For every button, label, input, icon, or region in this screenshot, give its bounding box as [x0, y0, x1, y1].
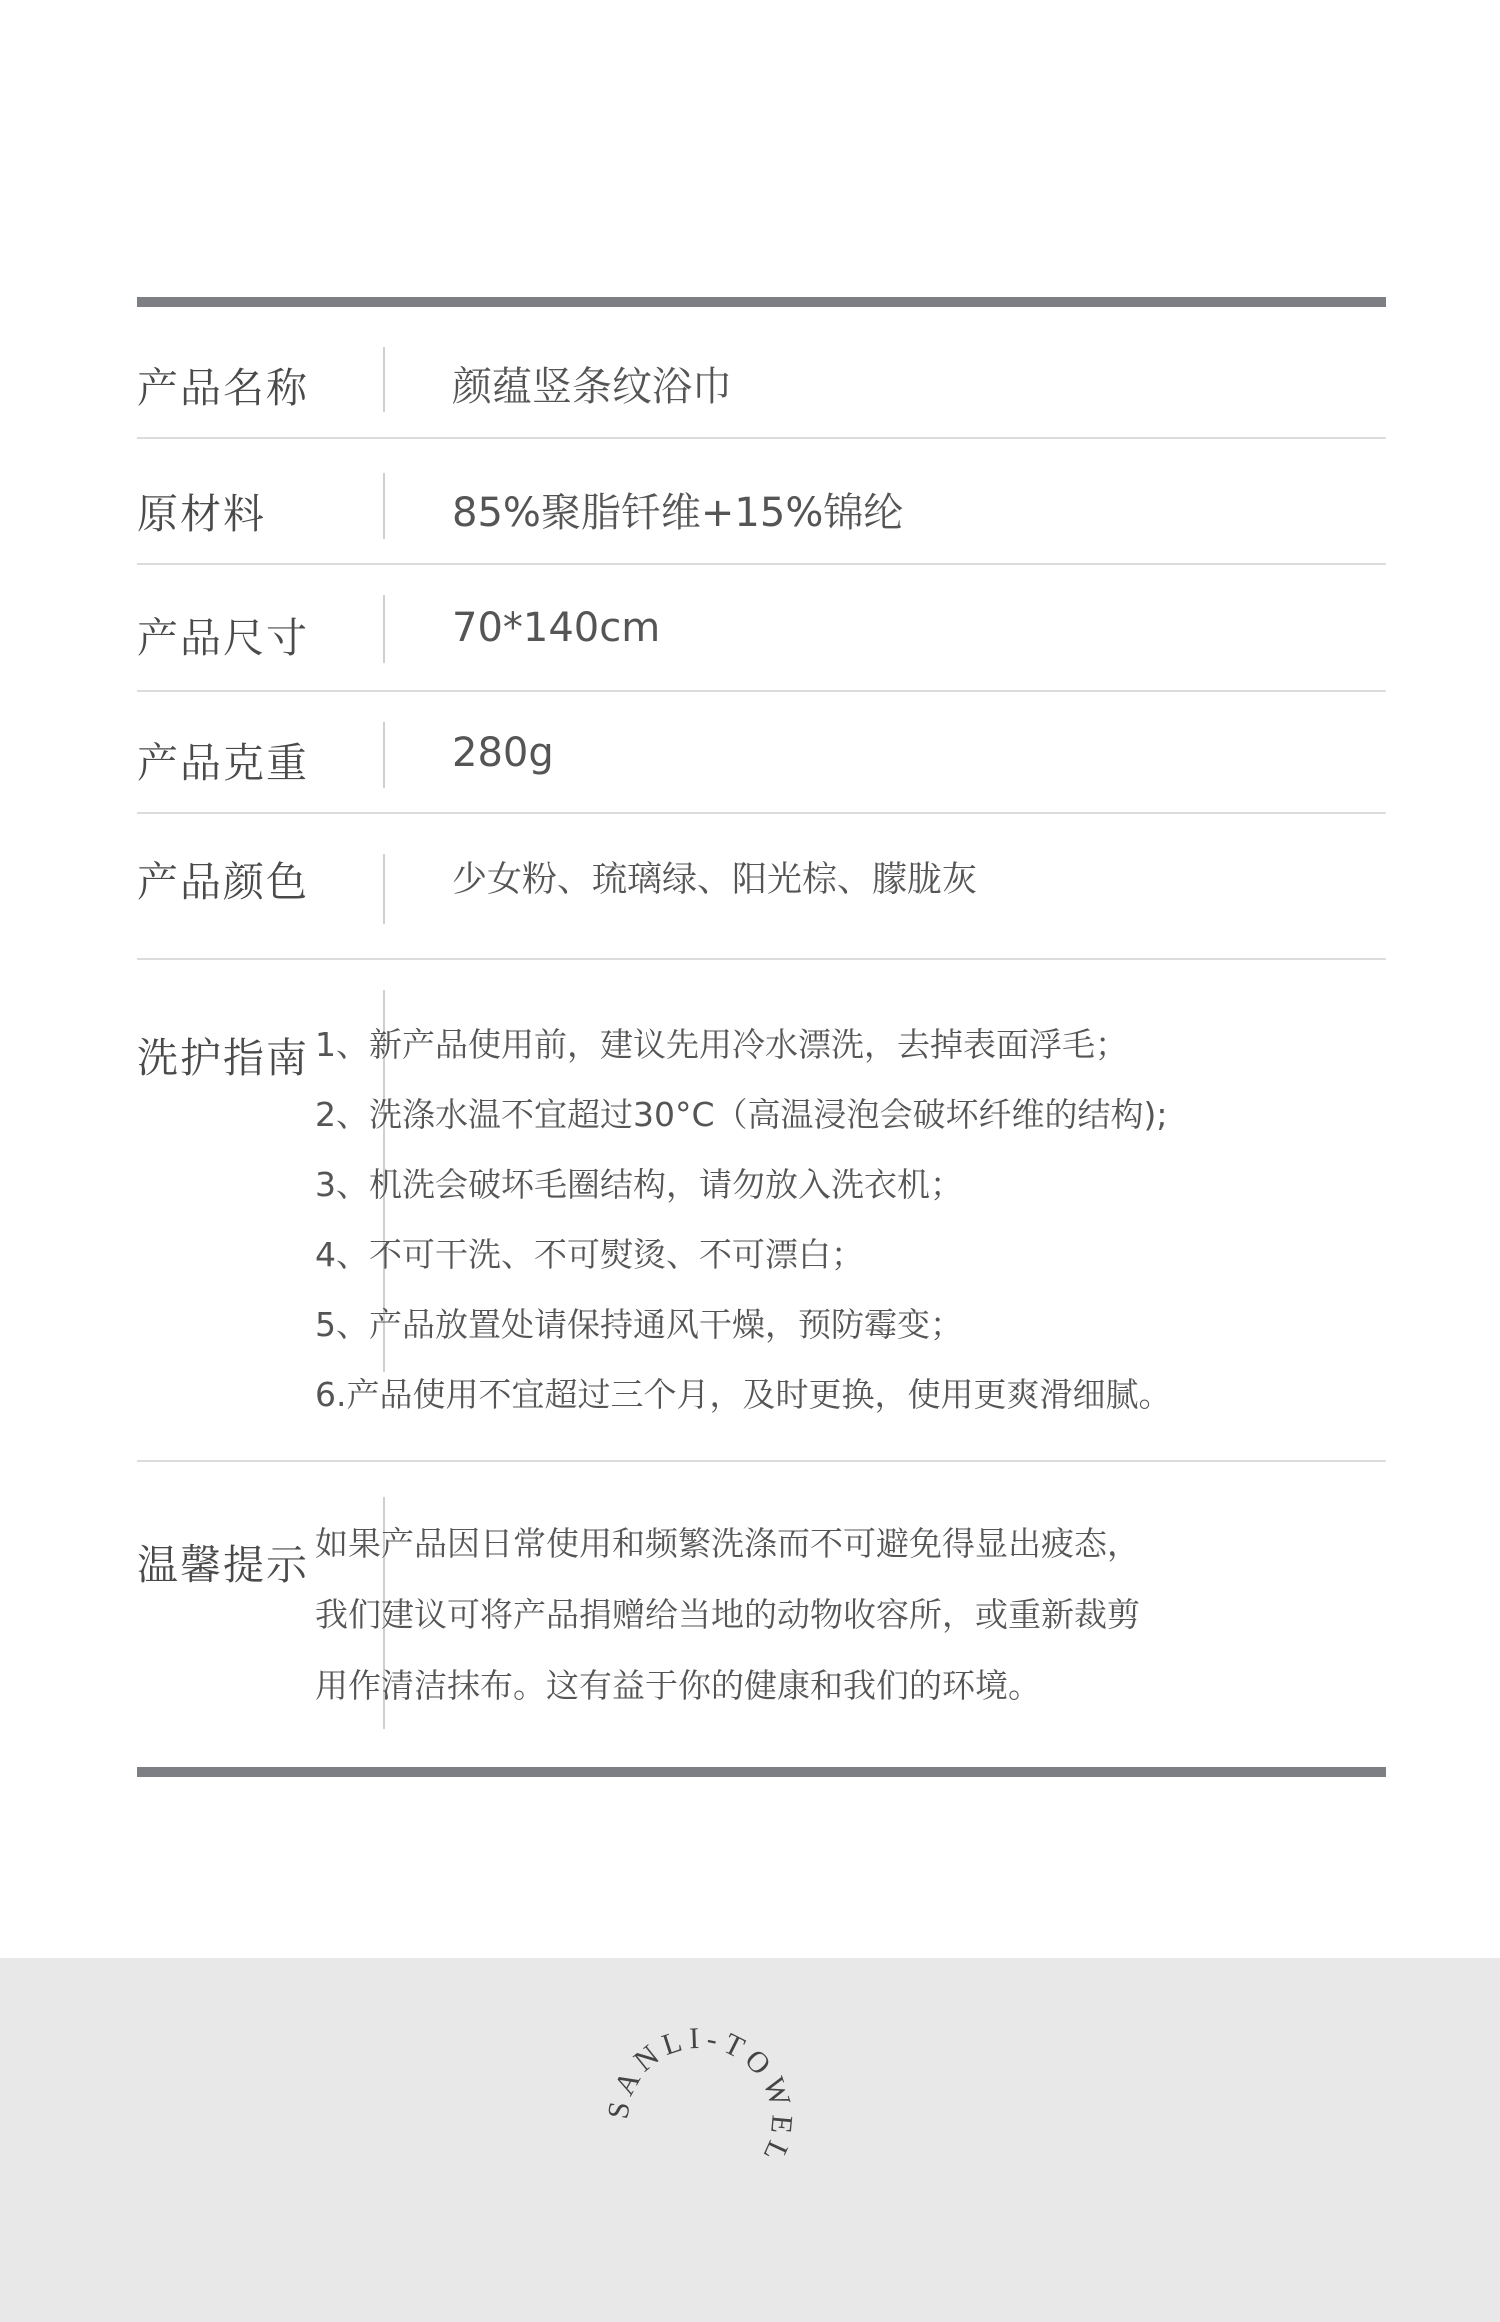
- list-item: 1、新产品使用前，建议先用冷水漂洗，去掉表面浮毛；: [315, 1025, 1128, 1064]
- column-divider: [383, 595, 385, 663]
- tips-line: 用作清洁抹布。这有益于你的健康和我们的环境。: [315, 1666, 1041, 1705]
- spec-value: 70*140cm: [452, 605, 661, 651]
- tips-line: 我们建议可将产品捐赠给当地的动物收容所，或重新裁剪: [315, 1595, 1140, 1634]
- spec-label: 产品颜色: [137, 858, 309, 906]
- spec-row-size: [137, 565, 1386, 692]
- svg-text:SANLI-TOWEL: SANLI-TOWEL: [601, 2021, 799, 2172]
- spec-value: 280g: [452, 730, 554, 776]
- table-top-rule: [137, 297, 1386, 307]
- sanli-towel-logo: [580, 2000, 820, 2240]
- spec-label: 产品尺寸: [137, 614, 309, 662]
- tips-label: 温馨提示: [137, 1541, 309, 1589]
- tips-line: 如果产品因日常使用和频繁洗涤而不可避免得显出疲态，: [315, 1524, 1140, 1563]
- table-bottom-rule: [137, 1767, 1386, 1777]
- spec-row-weight: [137, 692, 1386, 814]
- spec-value: 少女粉、琉璃绿、阳光棕、朦胧灰: [452, 860, 978, 900]
- spec-value: 颜蕴竖条纹浴巾: [452, 364, 732, 410]
- column-divider: [383, 854, 385, 924]
- spec-row-colors: [137, 814, 1386, 960]
- column-divider: [383, 722, 385, 788]
- spec-label: 产品名称: [137, 364, 309, 412]
- list-item: 4、不可干洗、不可熨烫、不可漂白；: [315, 1235, 864, 1274]
- list-item: 2、洗涤水温不宜超过30°C（高温浸泡会破坏纤维的结构);: [315, 1095, 1168, 1134]
- spec-value: 85%聚脂钎维+15%锦纶: [452, 490, 904, 536]
- care-guide-list: [315, 1010, 1172, 1430]
- column-divider: [383, 473, 385, 539]
- tips-text: [315, 1508, 1140, 1721]
- spec-label: 原材料: [137, 490, 266, 538]
- care-guide-label: 洗护指南: [137, 1034, 309, 1082]
- column-divider: [383, 347, 385, 412]
- list-item: 6.产品使用不宜超过三个月，及时更换，使用更爽滑细腻。: [315, 1375, 1172, 1414]
- spec-label: 产品克重: [137, 739, 309, 787]
- spec-row-material: [137, 439, 1386, 565]
- list-item: 3、机洗会破坏毛圈结构，请勿放入洗衣机；: [315, 1165, 963, 1204]
- list-item: 5、产品放置处请保持通风干燥，预防霉变；: [315, 1305, 963, 1344]
- spec-row-name: [137, 307, 1386, 439]
